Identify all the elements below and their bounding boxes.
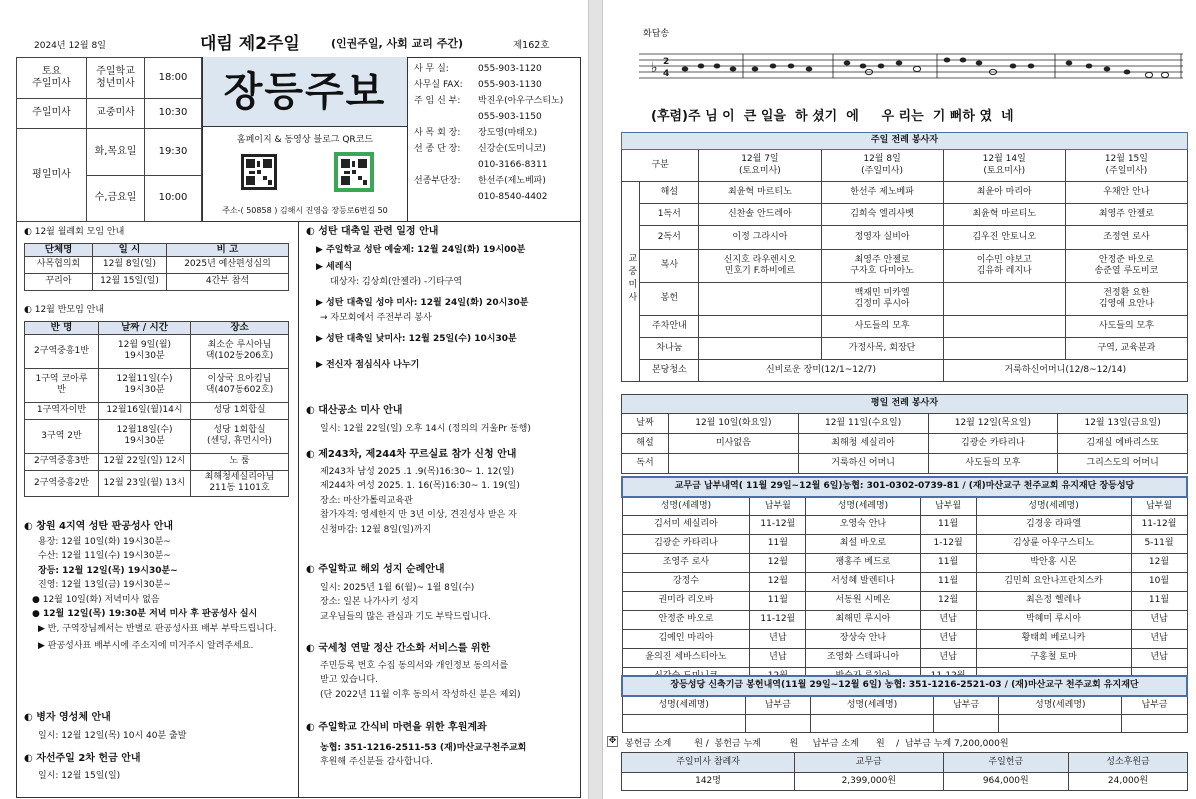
left-page — [0, 0, 588, 799]
dues-cell: 서성혜 발렌티나 — [806, 572, 920, 591]
page-gap — [588, 0, 603, 799]
qr-code-blog[interactable] — [334, 152, 374, 192]
mass-schedule: 토요 주일미사 주일학교 청년미사 18:00 주일미사 교중미사 10:30 평일미사 화,목요일 19:30 수,금요일 10:00 — [16, 57, 202, 222]
dues-cell: 최해민 루시아 — [806, 610, 920, 629]
dues-cell: 김광순 카타리나 — [622, 534, 750, 553]
dues-row — [622, 610, 1187, 629]
dues-cell: 권미라 리오바 — [622, 591, 750, 610]
contact-info: 사 무 실: 055-903-1120 사무실 FAX: 055-903-1130 주 임 신 부: 박진우(아우구스티노) 055-903-1150 사 목 회 장: 장도영(마태오) 선 종 단 장: 신강순(도미니코) 010-3166-8311 선종부단장: 한선주(제노베파) 010-8540-4402 — [414, 64, 564, 202]
dues-cell: 년납 — [920, 629, 976, 648]
monthly-meeting-table: 단체명 일 시 비 고 사목협의회 12월 8일(일) 2025년 예산편성심의 꾸리아 12월 15일(일) 4간부 참석 — [24, 243, 289, 291]
qr-code-homepage[interactable] — [239, 152, 279, 192]
liturgy-subtitle: (인권주일, 사회 교리 주간) — [331, 37, 463, 50]
dues-cell: 5-11월 — [1131, 534, 1187, 553]
dues-cell: 년납 — [920, 610, 976, 629]
pilgrimage-notice: ◐ 주일학교 해외 성지 순례안내 일시: 2025년 1월 6(월)~ 1월 8일(수) 장소: 일본 나가사키 성지 교우님들의 많은 관심과 기도 부탁드립니다. — [306, 564, 491, 622]
dues-cell: 김경웅 라파엘 — [976, 515, 1131, 534]
sunday-side-label: 교중미사 — [622, 182, 640, 382]
dues-cell: 11월 — [750, 534, 806, 553]
dues-cell: 김상륜 아우구스티노 — [976, 534, 1131, 553]
column-divider — [298, 222, 299, 798]
dues-cell: 박안홍 시몬 — [976, 553, 1131, 572]
daesan-mass-notice: ◐ 대산공소 미사 안내 일시: 12월 22일(일) 오후 14시 (정의의 거울Pr 동행) — [306, 405, 531, 434]
dues-cell: 10월 — [1131, 572, 1187, 591]
dues-cell: 12월 — [920, 591, 976, 610]
dues-cell: 11월 — [920, 572, 976, 591]
confession-notice: ◐ 창원 4지역 성탄 판공성사 안내 용장: 12월 10일(화) 19시30분~ 수산: 12월 11일(수) 19시30분~ 장등: 12월 12일(목) 19시30분~ 진영: 12월 13일(금) 19시30분~ ● 12월 10일(화) 저녁미사 없음 ● 12월 12일(목) 19:30분 저녁 미사 후 판공성사 실시 ▶ 반, 구역장님께서는 반별로 판공성사표 배부 부탁드립니다. ▶ 판공성사표 배부시에 주소지에 미거주시 알려주세요. — [24, 521, 277, 651]
dues-table: 교무금 납부내역( 11월 29일~12월 6일)농협: 301-0302-0739-81 / (재)마산교구 천주교회 유지재단 장등성당 성명(세례명) 납부월 성명(세례명) 납부월 성명(세례명) 납부월 김서미 세실리아 11-12월 오영숙 안나 11월 김경웅 라파엘 11-12월 김광순 카타리나 11월 최설 바오로 1-12월 김상륜 아우구스티노 5-11월 조영주 로사 12월 팽홍주 베드로 11월 박안홍 시몬 12월 강정수 12월 서성혜 발렌티나 11월 김민희 요안나프란치스카 10월 권미라 리오바 11월 서동원 시메온 12월 최은정 헬레나 11월 안정준 바오로 11-12월 최해민 루시아 년납 박혜미 루시아 년납 김예인 마리아 년납 장상숙 안나 년납 황태희 베로니카 년납 윤의진 세바스티아노 년납 조영화 스테파니아 년납 구홍철 토마 년납 — [621, 476, 1188, 687]
dues-cell: 11월 — [750, 591, 806, 610]
dues-cell: 조영주 로사 — [622, 553, 750, 572]
charity-sunday-notice: ◐ 자선주일 2차 헌금 안내 일시: 12월 15일(일) — [24, 753, 141, 781]
right-page — [603, 0, 1196, 799]
dues-cell: 년납 — [920, 648, 976, 667]
issue-number: 제162호 — [513, 40, 550, 51]
dues-cell: 년납 — [1131, 629, 1187, 648]
sick-communion-notice: ◐ 병자 영성체 안내 일시: 12월 12일(목) 10시 40분 출발 — [24, 712, 187, 741]
dues-cell: 1-12월 — [920, 534, 976, 553]
dues-cell: 김서미 세실리아 — [622, 515, 750, 534]
dues-cell: 11-12월 — [750, 515, 806, 534]
dues-row — [622, 629, 1187, 648]
dues-cell: 12월 — [750, 572, 806, 591]
dues-cell: 년납 — [750, 648, 806, 667]
dues-row — [622, 515, 1187, 534]
dues-row — [622, 591, 1187, 610]
dues-cell: 안정준 바오로 — [622, 610, 750, 629]
dues-cell: 서동원 시메온 — [806, 591, 920, 610]
dues-cell: 11-12월 — [1131, 515, 1187, 534]
building-fund-table: 장등성당 신축기금 봉헌내역(11월 29일~12월 6일) 농협: 351-1216-2521-03 / (재)마산교구 천주교회 유지재단 성명(세례명) 납부금 성명(세례명) 납부금 성명(세례명) 납부금 — [621, 675, 1188, 733]
dues-cell: 최은정 헬레나 — [976, 591, 1131, 610]
dues-cell: 최설 바오로 — [806, 534, 920, 553]
dues-cell: 년납 — [1131, 610, 1187, 629]
dues-cell: 윤의진 세바스티아노 — [622, 648, 750, 667]
ban-meeting-table: 반 명 날짜 / 시간 장소 2구역중흥1반 12월 9일(월) 19시30분 최소순 루시아님 댁(102동206호) 1구역 코아루 반 12월11일(수) 19시30분 이상국 요아킴님 댁(407동602호) 1구역자이반 12월16일(월)14시 성당 1회합실 3구역 2반 12월18일(수) 19시30분 성당 1회합실 (센딩, 휴먼시아) 2구역중흥3반 12월 22일(일) 12시 노 룸 2구역중흥2반 12월 23일(월) 13시 최해청세실리아님 211동 1101호 — [24, 321, 289, 497]
sunday-school-donation: ◐ 주일학교 간식비 마련을 위한 후원계좌 농협: 351-1216-2511-53 (재)마산교구천주교회 후원해 주신분들 감사합니다. — [306, 722, 527, 767]
hymn-label: 화답송 — [643, 29, 670, 39]
move-handle-icon[interactable]: ✥ — [608, 736, 617, 746]
cursillo-notice: ◐ 제243차, 제244차 꾸르실료 참가 신청 안내 제243차 남성 2025 .1 .9(목)16:30~ 1. 12(일) 제244차 여성 2025. 1. 16(목)16:30~ 1. 19(일) 장소: 마산가톨릭교육관 참가자격: 영세한지 만 3년 이상, 견진성사 받은 자 신청마감: 12월 8일(일)까지 — [306, 449, 520, 535]
dues-cell: 12월 — [750, 553, 806, 572]
sunday-volunteers-table: 주일 전례 봉사자 구분 12월 7일 (토요미사) 12월 8일 (주일미사) 12월 14일 (토요미사) 12월 15일 (주일미사) 교중미사 해설 최윤혁 마르티노 한선주 제노베파 최윤아 마리아 우채안 안나 1독서 신찬솔 안드레아 김희숙 엘리사벳 최윤혁 마르티노 최영주 안젤로 2독서 이정 그라시아 정영자 실비아 김우진 안토니오 조정연 로사 복사 신지호 라우렌시오 민호기 F.하비에르 최영주 안젤로 구자호 다미아노 이수민 야보고 김유하 레지나 안정준 바오로 송준열 루도비코 봉헌 백재민 미카엘 김정미 루시아 전정환 요한 김영애 요안나 주차안내 사도들의 모후 사도들의 모후 차나눔 가정사목, 회장단 구역, 교육분과 본당청소 신비로운 장미(12/1~12/7) 거룩하신어머니(12/8~12/14) — [621, 132, 1188, 382]
liturgy-title: 대림 제2주일 — [200, 34, 300, 54]
dues-cell: 강정수 — [622, 572, 750, 591]
monthly-meeting-title: ◐ 12월 월례회 모임 안내 — [24, 227, 125, 237]
dues-cell: 년납 — [1131, 648, 1187, 667]
dues-cell: 장상숙 안나 — [806, 629, 920, 648]
dues-cell: 11월 — [920, 553, 976, 572]
dues-cell: 구홍철 토마 — [976, 648, 1131, 667]
dues-cell: 12월 — [1131, 553, 1187, 572]
dues-cell: 11월 — [920, 515, 976, 534]
music-staff — [637, 48, 1185, 93]
dues-cell: 11-12월 — [750, 610, 806, 629]
qr-label: 홈페이지 & 동영상 블로그 QR코드 — [236, 135, 374, 145]
dues-row — [622, 648, 1187, 667]
dues-row — [622, 572, 1187, 591]
svg-text:2: 2 — [663, 57, 670, 67]
svg-text:4: 4 — [663, 69, 670, 79]
issue-date: 2024년 12월 8일 — [34, 41, 106, 51]
dues-cell: 황태희 베로니카 — [976, 629, 1131, 648]
dues-cell: 조영화 스테파니아 — [806, 648, 920, 667]
dues-cell: 김민희 요안나프란치스카 — [976, 572, 1131, 591]
church-address: 주소-( 50858 ) 김해시 진영읍 장등로6번길 50 — [222, 206, 388, 215]
dues-cell: 년납 — [750, 629, 806, 648]
dues-cell: 김예인 마리아 — [622, 629, 750, 648]
dues-cell: 팽홍주 베드로 — [806, 553, 920, 572]
ban-meeting-title: ◐ 12월 반모임 안내 — [24, 305, 105, 315]
attendance-stats-table: 주일미사 참례자 교무금 주일헌금 성소후원금 142명 2,399,000원 964,000원 24,000원 — [621, 752, 1188, 791]
dues-row — [622, 534, 1187, 553]
building-fund-summary: 봉헌금 소계 원 / 봉헌금 누계 원 납부금 소계 원 / 납부금 누계 7,200,000원 — [625, 739, 1009, 749]
dues-cell: 오영숙 안나 — [806, 515, 920, 534]
dues-row — [622, 553, 1187, 572]
christmas-schedule: ◐ 성탄 대축일 관련 일정 안내 ▶ 주일학교 성탄 예술제: 12월 24일(화) 19시00분 ▶ 세레식 대상자: 김상희(안젤라) -기타구역 ▶ 성탄 대축일 성야 미사: 12월 24일(화) 20시30분 → 자모회에서 주전부리 봉사 ▶ 성탄 대축일 낮미사: 12월 25일(수) 10시30분 ▶ 전신자 점심식사 나누기 — [306, 226, 529, 370]
logo-panel — [202, 57, 408, 222]
tax-service-notice: ◐ 국세청 연말 정산 간소화 서비스를 위한 주민등록 번호 수집 동의서와 개인정보 동의서를 받고 있습니다. (단 2022년 11월 이후 동의서 작성하신 분은 제외) — [306, 643, 521, 700]
logo-title: 장등주보 — [203, 57, 407, 127]
refrain-text: (후렴)주 님 이 큰 일을 하 셨기 에 우 리는 기 뻐하 였 네 — [651, 109, 1014, 124]
svg-text:♭: ♭ — [651, 60, 658, 76]
weekday-volunteers-table: 평일 전례 봉사자 날짜 12월 10일(화요일) 12월 11일(수요일) 12월 12일(목요일) 12월 13일(금요일) 해설 미사없음 최해청 세실리아 김광순 카타리나 김재실 에바리스또 독서 거룩하신 어머니 사도들의 모후 그리스도의 어머니 — [621, 394, 1188, 474]
dues-cell: 박혜미 루시아 — [976, 610, 1131, 629]
dues-cell: 11월 — [1131, 591, 1187, 610]
